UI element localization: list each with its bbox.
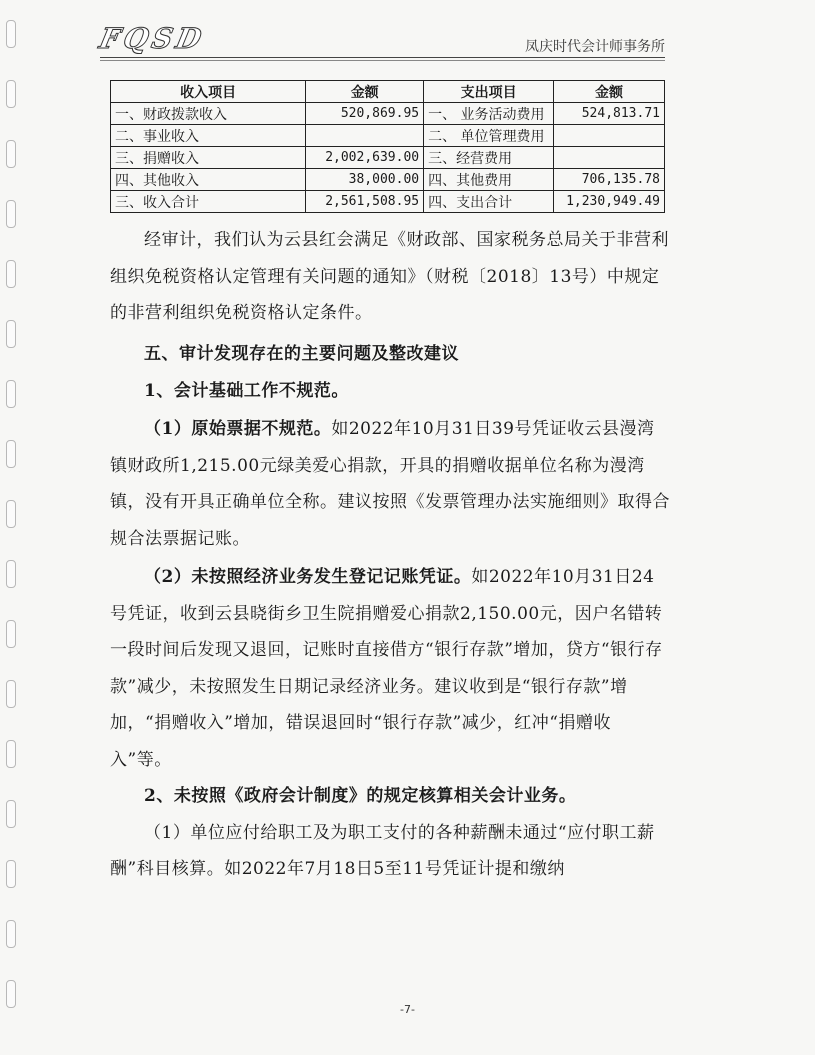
issue-paragraph: （1）单位应付给职工及为职工支付的各种薪酬未通过“应付职工薪酬”科目核算。如2022年7月18日5至11号凭证计提和缴纳 <box>110 822 655 879</box>
audit-conclusion <box>110 222 670 332</box>
subsection-heading: 1、会计基础工作不规范。 <box>144 380 349 401</box>
expense-amount: 706,135.78 <box>554 169 665 191</box>
header-income-amount: 金额 <box>306 81 424 103</box>
income-amount: 2,002,639.00 <box>306 147 424 169</box>
issue-title: （1）原始票据不规范。 <box>144 419 332 439</box>
subsection-heading: 2、未按照《政府会计制度》的规定核算相关会计业务。 <box>144 786 577 806</box>
binding-hole <box>6 920 16 948</box>
header-income-item: 收入项目 <box>111 81 306 103</box>
binding-hole <box>6 260 16 288</box>
header-expense-amount: 金额 <box>554 81 665 103</box>
binding-hole <box>6 620 16 648</box>
expense-item: 一、 业务活动费用 <box>424 103 554 125</box>
binding-hole <box>6 560 16 588</box>
expense-item: 三、经营费用 <box>424 147 554 169</box>
binding-hole <box>6 320 16 348</box>
header-rule <box>100 57 665 58</box>
binding-hole <box>6 20 16 48</box>
binding-hole <box>6 680 16 708</box>
expense-amount <box>554 147 665 169</box>
binding-hole <box>6 500 16 528</box>
issue-paragraph <box>110 559 670 778</box>
income-total-amount: 2,561,508.95 <box>306 191 424 213</box>
expense-total-amount: 1,230,949.49 <box>554 191 665 213</box>
table-header-row <box>111 81 665 103</box>
section-five <box>110 336 670 888</box>
expense-item: 四、其他费用 <box>424 169 554 191</box>
header-expense-item: 支出项目 <box>424 81 554 103</box>
issue-paragraph <box>110 411 670 557</box>
income-amount: 38,000.00 <box>306 169 424 191</box>
table-row <box>111 125 665 147</box>
binding-hole <box>6 80 16 108</box>
expense-amount <box>554 125 665 147</box>
header-rule-thin <box>100 60 665 61</box>
binding-hole <box>6 200 16 228</box>
income-item: 二、事业收入 <box>111 125 306 147</box>
section-heading: 五、审计发现存在的主要问题及整改建议 <box>144 344 459 364</box>
income-item: 一、财政拨款收入 <box>111 103 306 125</box>
income-amount: 520,869.95 <box>306 103 424 125</box>
binding-hole <box>6 140 16 168</box>
page-number: -7- <box>400 1003 415 1016</box>
binding-hole <box>6 800 16 828</box>
income-item: 四、其他收入 <box>111 169 306 191</box>
binding-hole <box>6 740 16 768</box>
income-total-label: 三、收入合计 <box>111 191 306 213</box>
issue-text: 如2022年10月31日39号凭证收云县漫湾镇财政所1,215.00元绿美爱心捐款，开具的捐赠收据单位名称为漫湾镇，没有开具正确单位全称。建议按照《发票管理办法实施细则》取得合规合法票据记账。 <box>110 419 670 549</box>
expense-total-label: 四、支出合计 <box>424 191 554 213</box>
table-row <box>111 169 665 191</box>
table-row <box>111 103 665 125</box>
table-row-total <box>111 191 665 213</box>
binding-hole <box>6 380 16 408</box>
expense-amount: 524,813.71 <box>554 103 665 125</box>
firm-name: 凤庆时代会计师事务所 <box>525 39 665 55</box>
binding-hole <box>6 860 16 888</box>
binding-hole <box>6 440 16 468</box>
issue-text: 如2022年10月31日24号凭证，收到云县晓街乡卫生院捐赠爱心捐款2,150.00元，因户名错转一段时间后发现又退回，记账时直接借方“银行存款”增加，贷方“银行存款”减少，未按照发生日期记录经济业务。建议收到是“银行存款”增加，“捐赠收入”增加，错误退回时“银行存款”减少，红冲“捐赠收入”等。 <box>110 567 663 770</box>
table-row <box>111 147 665 169</box>
firm-logo: FQSD <box>96 22 209 55</box>
income-amount <box>306 125 424 147</box>
binding-holes <box>4 0 24 1055</box>
paragraph: 经审计，我们认为云县红会满足《财政部、国家税务总局关于非营利组织免税资格认定管理有关问题的通知》（财税〔2018〕13号）中规定的非营利组织免税资格认定条件。 <box>110 230 669 323</box>
expense-item: 二、 单位管理费用 <box>424 125 554 147</box>
income-expense-table <box>110 80 665 213</box>
income-item: 三、捐赠收入 <box>111 147 306 169</box>
issue-title: （2）未按照经济业务发生登记记账凭证。 <box>144 567 472 587</box>
